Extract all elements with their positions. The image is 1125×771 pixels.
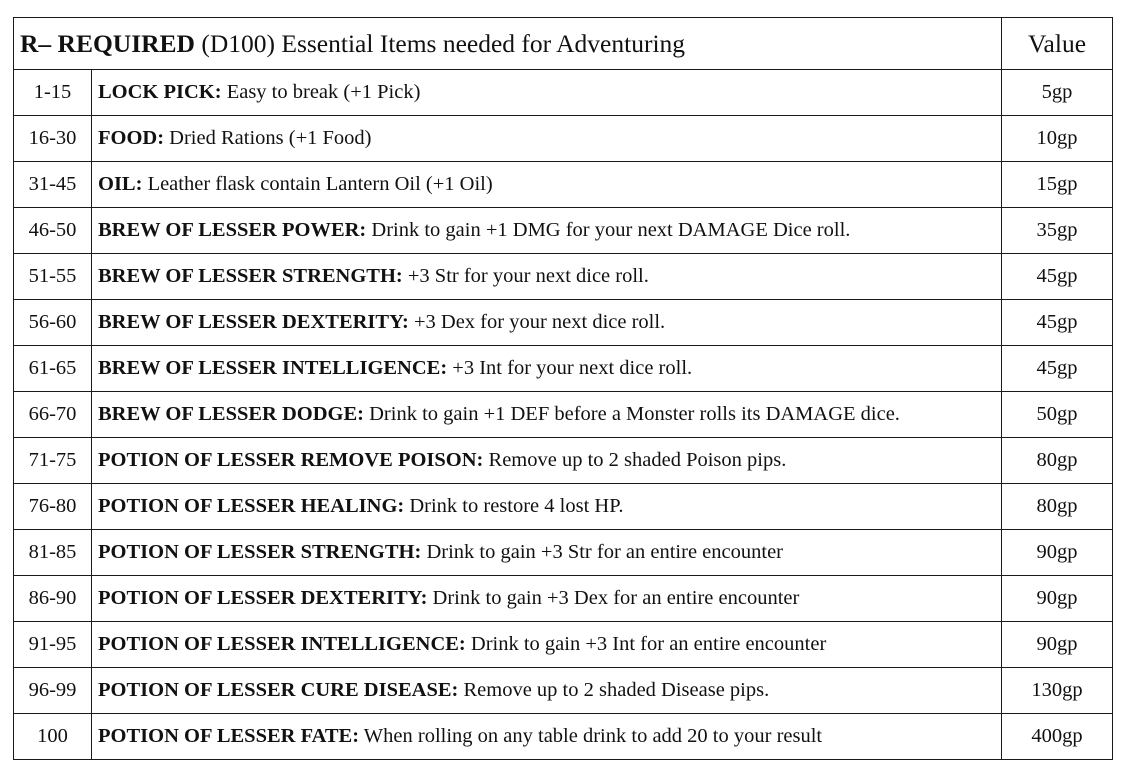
item-description-cell bbox=[92, 438, 1002, 484]
item-description-cell bbox=[92, 576, 1002, 622]
item-description-cell bbox=[92, 208, 1002, 254]
item-name: BREW OF LESSER DODGE: bbox=[98, 403, 364, 425]
value-column-header: Value bbox=[1002, 18, 1113, 70]
item-description-cell bbox=[92, 622, 1002, 668]
item-effect: +3 Str for your next dice roll. bbox=[402, 265, 649, 287]
item-effect: +3 Dex for your next dice roll. bbox=[408, 311, 666, 333]
table-row bbox=[14, 530, 1113, 576]
table-row bbox=[14, 254, 1113, 300]
item-name: POTION OF LESSER DEXTERITY: bbox=[98, 587, 428, 609]
item-value-cell: 10gp bbox=[1002, 116, 1113, 162]
table-header-row bbox=[14, 18, 1113, 70]
item-description-cell bbox=[92, 346, 1002, 392]
table-title-bold: R– REQUIRED bbox=[20, 28, 195, 58]
roll-range-cell: 96-99 bbox=[14, 668, 92, 714]
table-row bbox=[14, 346, 1113, 392]
roll-range-cell: 56-60 bbox=[14, 300, 92, 346]
item-description-cell bbox=[92, 70, 1002, 116]
item-description-cell bbox=[92, 392, 1002, 438]
item-effect: Leather flask contain Lantern Oil (+1 Oil) bbox=[142, 173, 493, 195]
item-value-cell: 15gp bbox=[1002, 162, 1113, 208]
item-effect: Remove up to 2 shaded Disease pips. bbox=[458, 679, 770, 701]
table-title bbox=[14, 18, 1002, 70]
table-row bbox=[14, 116, 1113, 162]
item-value-cell: 45gp bbox=[1002, 254, 1113, 300]
item-description-cell bbox=[92, 714, 1002, 760]
table-row bbox=[14, 484, 1113, 530]
item-effect: Dried Rations (+1 Food) bbox=[164, 127, 372, 149]
item-effect: Drink to restore 4 lost HP. bbox=[404, 495, 624, 517]
table-row bbox=[14, 300, 1113, 346]
item-value-cell: 130gp bbox=[1002, 668, 1113, 714]
item-description-cell bbox=[92, 668, 1002, 714]
item-description-cell bbox=[92, 116, 1002, 162]
roll-range-cell: 66-70 bbox=[14, 392, 92, 438]
required-items-table bbox=[13, 17, 1113, 760]
item-effect: +3 Int for your next dice roll. bbox=[447, 357, 693, 379]
roll-range-cell: 91-95 bbox=[14, 622, 92, 668]
item-effect: Drink to gain +1 DMG for your next DAMAGE Dice roll. bbox=[366, 219, 851, 241]
item-value-cell: 90gp bbox=[1002, 622, 1113, 668]
item-effect: Drink to gain +3 Int for an entire encounter bbox=[465, 633, 827, 655]
table-title-rest: (D100) Essential Items needed for Adventuring bbox=[194, 28, 686, 58]
table-row bbox=[14, 392, 1113, 438]
item-name: OIL: bbox=[98, 173, 143, 195]
table-row bbox=[14, 70, 1113, 116]
roll-range-cell: 16-30 bbox=[14, 116, 92, 162]
item-effect: When rolling on any table drink to add 20 to your result bbox=[359, 725, 823, 747]
item-name: BREW OF LESSER INTELLIGENCE: bbox=[98, 357, 448, 379]
item-name: POTION OF LESSER HEALING: bbox=[98, 495, 405, 517]
item-name: POTION OF LESSER CURE DISEASE: bbox=[98, 679, 459, 701]
item-name: BREW OF LESSER STRENGTH: bbox=[98, 265, 403, 287]
item-name: BREW OF LESSER POWER: bbox=[98, 219, 367, 241]
table-row bbox=[14, 576, 1113, 622]
item-description-cell bbox=[92, 254, 1002, 300]
table-row bbox=[14, 622, 1113, 668]
item-name: LOCK PICK: bbox=[98, 81, 222, 103]
item-name: FOOD: bbox=[98, 127, 165, 149]
roll-range-cell: 71-75 bbox=[14, 438, 92, 484]
item-description-cell bbox=[92, 530, 1002, 576]
table-row bbox=[14, 208, 1113, 254]
roll-range-cell: 81-85 bbox=[14, 530, 92, 576]
roll-range-cell: 31-45 bbox=[14, 162, 92, 208]
roll-range-cell: 1-15 bbox=[14, 70, 92, 116]
roll-range-cell: 100 bbox=[14, 714, 92, 760]
item-description-cell bbox=[92, 162, 1002, 208]
item-value-cell: 45gp bbox=[1002, 300, 1113, 346]
roll-range-cell: 76-80 bbox=[14, 484, 92, 530]
item-value-cell: 50gp bbox=[1002, 392, 1113, 438]
item-name: POTION OF LESSER FATE: bbox=[98, 725, 360, 747]
item-name: POTION OF LESSER REMOVE POISON: bbox=[98, 449, 484, 471]
item-value-cell: 35gp bbox=[1002, 208, 1113, 254]
item-value-cell: 400gp bbox=[1002, 714, 1113, 760]
item-value-cell: 5gp bbox=[1002, 70, 1113, 116]
item-effect: Drink to gain +3 Str for an entire encounter bbox=[421, 541, 783, 563]
item-name: POTION OF LESSER INTELLIGENCE: bbox=[98, 633, 466, 655]
table-row bbox=[14, 438, 1113, 484]
item-name: POTION OF LESSER STRENGTH: bbox=[98, 541, 422, 563]
table-row bbox=[14, 668, 1113, 714]
item-value-cell: 90gp bbox=[1002, 576, 1113, 622]
item-description-cell bbox=[92, 300, 1002, 346]
table-row bbox=[14, 714, 1113, 760]
item-name: BREW OF LESSER DEXTERITY: bbox=[98, 311, 409, 333]
item-effect: Drink to gain +1 DEF before a Monster rolls its DAMAGE dice. bbox=[364, 403, 900, 425]
roll-range-cell: 46-50 bbox=[14, 208, 92, 254]
roll-range-cell: 51-55 bbox=[14, 254, 92, 300]
roll-range-cell: 61-65 bbox=[14, 346, 92, 392]
item-value-cell: 80gp bbox=[1002, 484, 1113, 530]
item-effect: Drink to gain +3 Dex for an entire encounter bbox=[427, 587, 800, 609]
item-effect: Remove up to 2 shaded Poison pips. bbox=[483, 449, 787, 471]
table-row bbox=[14, 162, 1113, 208]
item-description-cell bbox=[92, 484, 1002, 530]
item-value-cell: 45gp bbox=[1002, 346, 1113, 392]
item-effect: Easy to break (+1 Pick) bbox=[221, 81, 421, 103]
item-value-cell: 80gp bbox=[1002, 438, 1113, 484]
item-value-cell: 90gp bbox=[1002, 530, 1113, 576]
roll-range-cell: 86-90 bbox=[14, 576, 92, 622]
